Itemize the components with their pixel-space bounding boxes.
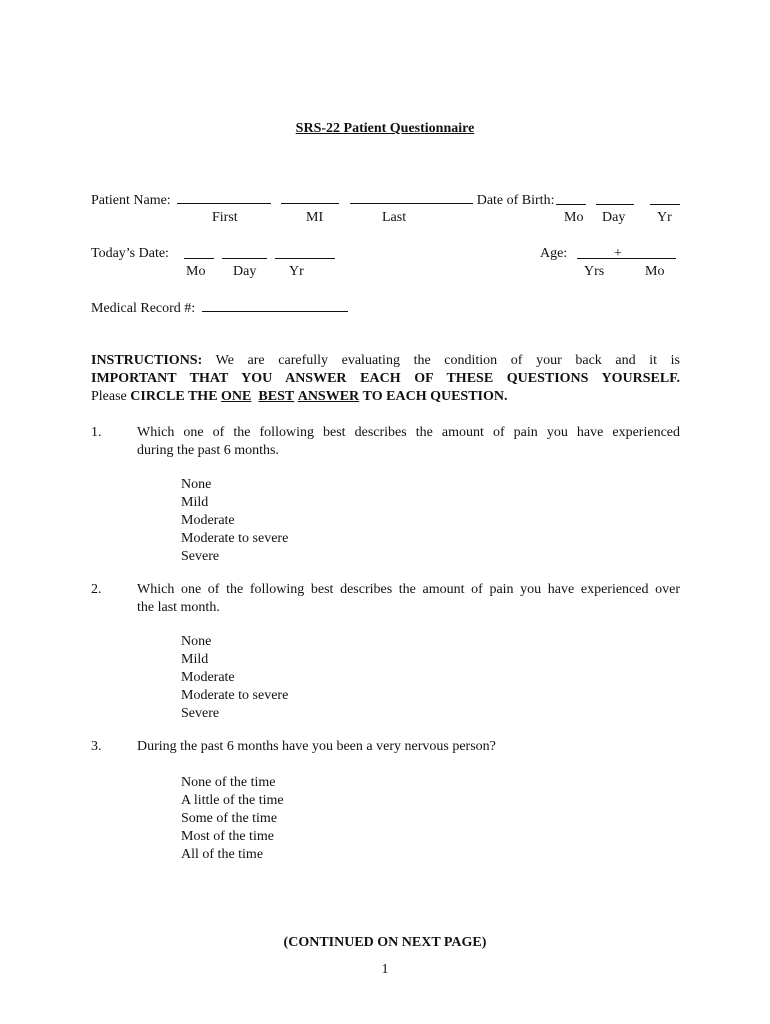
today-day-caption: Day (233, 264, 257, 279)
answer-option[interactable]: All of the time (181, 847, 264, 862)
last-caption: Last (382, 210, 407, 225)
medical-record-blank[interactable] (202, 299, 348, 312)
middle-initial-blank[interactable] (281, 191, 339, 204)
today-date-label: Today’s Date: (91, 246, 169, 261)
answer-option[interactable]: None (181, 477, 212, 492)
circle-text: CIRCLE THE (130, 389, 218, 404)
answer-option[interactable]: Moderate to severe (181, 531, 289, 546)
page-number: 1 (381, 962, 389, 977)
answer-option[interactable]: Moderate (181, 513, 235, 528)
dob-mo-caption: Mo (564, 210, 584, 225)
medical-record-label: Medical Record #: (91, 301, 196, 316)
answer-option[interactable]: Severe (181, 549, 220, 564)
first-name-blank[interactable] (177, 191, 271, 204)
today-date-row (91, 245, 169, 262)
answer-option[interactable]: Moderate to severe (181, 688, 289, 703)
answer-option[interactable]: None of the time (181, 775, 276, 790)
instructions-text: We are carefully evaluating the condition of your back and it is (215, 353, 680, 368)
dob-day-caption: Day (602, 210, 626, 225)
page-title: SRS-22 Patient Questionnaire (295, 121, 475, 136)
question-1-line-1: Which one of the following best describes the amount of pain you have experienced (137, 425, 680, 440)
question-1-number: 1. (91, 425, 102, 440)
today-year-blank[interactable] (275, 246, 335, 259)
please-text: Please (91, 389, 127, 404)
instructions-line-2: IMPORTANT THAT YOU ANSWER EACH OF THESE QUESTIONS YOURSELF. (91, 371, 680, 386)
answer-option[interactable]: None (181, 634, 212, 649)
question-1-line-2: during the past 6 months. (137, 442, 279, 458)
today-yr-caption: Yr (289, 264, 304, 279)
age-label: Age: (540, 246, 568, 261)
to-each-question-text: TO EACH QUESTION. (362, 389, 508, 404)
age-plus: + (614, 246, 622, 261)
question-2-line-2: the last month. (137, 599, 220, 615)
age-yrs-caption: Yrs (584, 264, 605, 279)
instructions-label: INSTRUCTIONS: (91, 353, 203, 368)
dob-year-blank[interactable] (650, 192, 680, 205)
question-2-text (137, 581, 680, 616)
patient-name-row (91, 191, 554, 209)
continued-notice: (CONTINUED ON NEXT PAGE) (283, 935, 487, 950)
medical-record-row (91, 299, 348, 317)
answer-option[interactable]: A little of the time (181, 793, 284, 808)
question-3-number: 3. (91, 739, 102, 754)
question-2-options (181, 633, 288, 723)
dob-yr-caption: Yr (657, 210, 672, 225)
last-name-blank[interactable] (350, 191, 473, 204)
answer-option[interactable]: Most of the time (181, 829, 274, 844)
instructions-line-3 (91, 388, 508, 405)
answer-option[interactable]: Mild (181, 652, 209, 667)
answer-option[interactable]: Some of the time (181, 811, 278, 826)
patient-name-label: Patient Name: (91, 193, 171, 208)
best-text: BEST (258, 389, 295, 404)
mi-caption: MI (306, 210, 324, 225)
question-3-text: During the past 6 months have you been a very nervous person? (137, 739, 496, 754)
question-2-line-1: Which one of the following best describes the amount of pain you have experienced over (137, 582, 680, 597)
answer-text: ANSWER (297, 389, 360, 404)
question-3-options (181, 774, 284, 864)
question-1-text (137, 424, 680, 459)
answer-option[interactable]: Mild (181, 495, 209, 510)
answer-option[interactable]: Severe (181, 706, 220, 721)
question-1-options (181, 476, 288, 566)
age-blank[interactable] (577, 246, 676, 259)
instructions-line-1 (91, 352, 680, 369)
one-text: ONE (221, 389, 252, 404)
answer-option[interactable]: Moderate (181, 670, 235, 685)
today-month-blank[interactable] (184, 246, 214, 259)
dob-day-blank[interactable] (596, 192, 634, 205)
question-2-number: 2. (91, 582, 102, 597)
today-day-blank[interactable] (222, 246, 267, 259)
today-mo-caption: Mo (186, 264, 206, 279)
age-mo-caption: Mo (645, 264, 665, 279)
dob-label: Date of Birth: (476, 193, 555, 208)
dob-month-blank[interactable] (556, 192, 586, 205)
first-caption: First (212, 210, 238, 225)
